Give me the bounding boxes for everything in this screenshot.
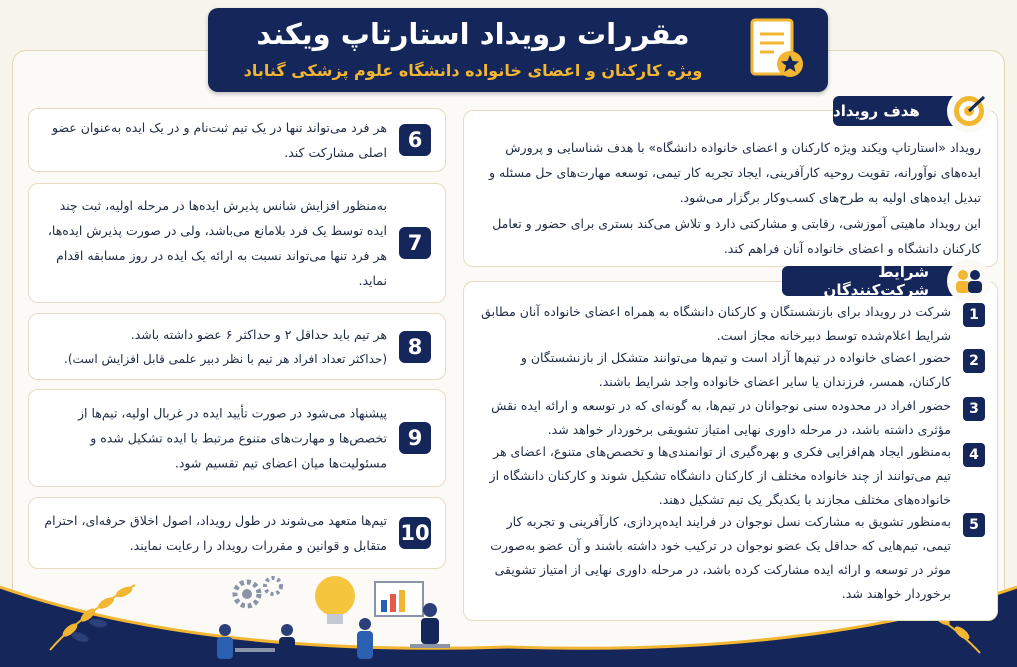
document-star-icon [740,14,812,86]
goal-panel [463,110,998,267]
gear-icon [235,578,281,606]
conditions-heading-label: شرایط شرکت‌کنندگان [823,263,929,299]
page-title: مقررات رویداد استارتاپ ویکند [256,17,690,51]
condition-item-2 [480,346,985,396]
target-icon [947,89,991,133]
person-seated-icon [400,600,460,662]
condition-text: حضور اعضای خانواده در تیم‌ها آزاد است و تیم‌ها می‌توانند متشکل از بازنشستگان و کارکنان، همسر، فرزندان یا سایر اعضای خانواده واجد شرایط باشند. [520,350,951,389]
rule-number-badge: 10 [399,517,431,549]
rule-text: تیم‌ها متعهد می‌شوند در طول رویداد، اصول اخلاق حرفه‌ای، احترام متقابل و قوانین و مقررات رویداد را رعایت نمایند. [44,513,387,553]
rule-card-8 [28,313,446,380]
rule-number-badge: 8 [399,331,431,363]
laurel-left-icon [40,565,150,655]
condition-number-badge: 4 [963,443,985,467]
rule-note: (حداکثر تعداد افراد هر تیم با نظر دبیر علمی قابل افزایش است). [64,351,387,366]
rule-number-badge: 9 [399,422,431,454]
rule-text: هر تیم باید حداقل ۲ و حداکثر ۶ عضو داشته باشد. [130,326,387,342]
rule-number-badge: 6 [399,124,431,156]
condition-number-badge: 3 [963,397,985,421]
header-banner [208,8,828,92]
goal-paragraph-2: این رویداد ماهیتی آموزشی، رقابتی و مشارکتی دارد و تلاش می‌کند بستری برای حضور و تعامل کارکنان دانشگاه و اعضای خانواده آنان فراهم کند. [492,216,981,256]
rule-number-badge: 7 [399,227,431,259]
condition-text: حضور افراد در محدوده سنی نوجوانان در تیم‌ها، به گونه‌ای که در توسعه و ارائه ایده نقش مؤثری داشته باشد، در مرحله داوری نهایی امتیاز تشویقی برخوردار خواهد شد. [491,398,951,437]
condition-item-4 [480,440,985,514]
rule-card-9 [28,389,446,487]
people-figures [217,618,373,659]
goal-heading [833,96,985,126]
rule-text: پیشنهاد می‌شود در صورت تأیید ایده در غربال اولیه، تیم‌ها از تخصص‌ها و مهارت‌های متنوع مرتبط با ایده تشکیل شده و مسئولیت‌ها میان اعضای تیم تقسیم شود. [77,405,387,471]
people-icon [947,259,991,303]
condition-number-badge: 2 [963,349,985,373]
condition-item-1 [480,300,985,350]
rule-card-6 [28,108,446,172]
condition-text: شرکت در رویداد برای بازنشستگان و کارکنان دانشگاه به همراه اعضای خانواده آنان مطابق شرایط اعلام‌شده توسط دبیرخانه مجاز است. [481,304,951,343]
rule-card-7 [28,183,446,303]
condition-number-badge: 5 [963,513,985,537]
condition-text: به‌منظور ایجاد هم‌افزایی فکری و بهره‌گیری از توانمندی‌ها و تخصص‌های متنوع، اعضای هر تیم می‌توانند از چند خانواده مختلف از کارکنان دانشگاه تشکیل شوند و کارکنان دانشگاه از خانواده‌های مختلف مجازند با یکدیگر یک تیم تشکیل دهند. [489,444,951,507]
goal-paragraph-1: رویداد «استارتاپ ویکند ویژه کارکنان و اعضای خانواده دانشگاه» با هدف شناسایی و پرورش ایده‌های نوآورانه، تقویت روحیه کارآفرینی، ایجاد تجربه کار تیمی، توسعه مهارت‌های حل مسئله و تبدیل ایده‌های اولیه به طرح‌های کسب‌وکار برگزار می‌شود. [488,140,981,205]
lightbulb-icon [315,572,355,624]
goal-heading-label: هدف رویداد [833,102,920,120]
page-subtitle: ویژه کارکنان و اعضای خانواده دانشگاه علوم پزشکی گناباد [243,61,703,80]
condition-number-badge: 1 [963,303,985,327]
rule-text-block [43,322,387,372]
condition-item-3 [480,394,985,444]
rule-text: هر فرد می‌تواند تنها در یک تیم ثبت‌نام و در یک ایده به‌عنوان عضو اصلی مشارکت کند. [51,120,387,160]
rule-card-10 [28,497,446,569]
conditions-heading [782,263,985,299]
rule-text: به‌منظور افزایش شانس پذیرش ایده‌ها در مرحله اولیه، ثبت چند ایده توسط یک فرد بلامانع می‌باشد، ولی در صورت پذیرش ایده‌ها، هر فرد تنها می‌تواند نسبت به ارائه یک ایده در روز مسابقه اقدام نماید. [47,198,387,288]
conditions-panel [463,281,998,621]
condition-item-5 [480,510,985,610]
condition-text: به‌منظور تشویق به مشارکت نسل نوجوان در فرایند ایده‌پردازی، کارآفرینی و تجربه کار تیمی، تیم‌هایی که حداقل یک عضو نوجوان در ترکیب خود داشته باشند و آن عضو به‌صورت موثر در توسعه و ارائه ایده مشارکت کرده باشد، در مرحله داوری نهایی از امتیاز تشویقی برخوردار خواهند شد. [490,514,951,601]
